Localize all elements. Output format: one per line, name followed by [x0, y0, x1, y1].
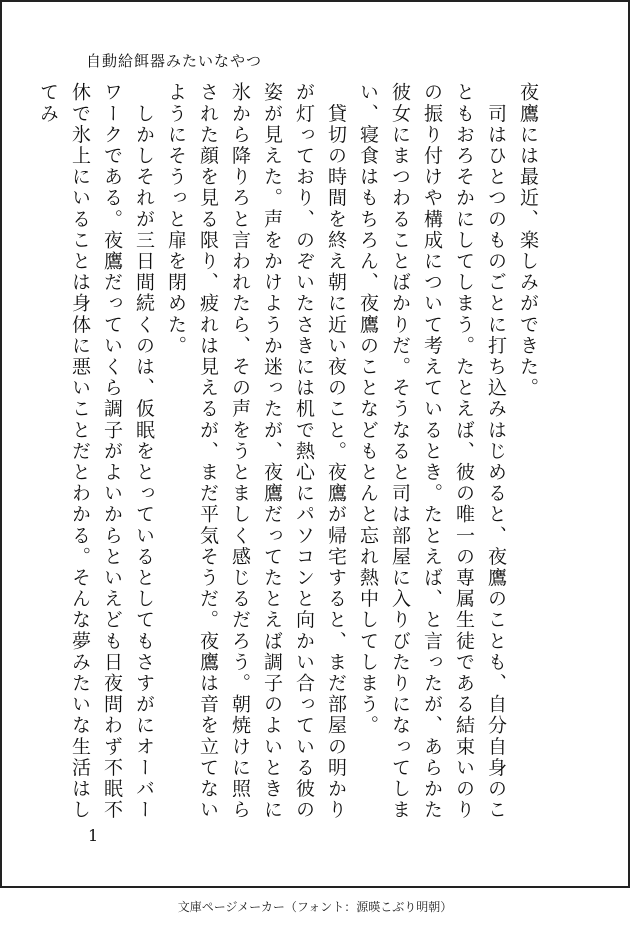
- footer-caption: 文庫ページメーカー（フォント：源暎こぶり明朝）: [177, 900, 453, 914]
- page-number: 1: [88, 826, 99, 845]
- paragraph-1: 夜鷹には最近、楽しみができた。: [517, 82, 539, 399]
- header-title: 自動給餌器みたいなやつ: [86, 52, 263, 70]
- paragraph-4: しかしそれが三日間続くのは、仮眠をとっているとしてもさすがにオーバーワークである。夜鷹だっていくら調子がよいからといえども日夜問わず不眠不休で氷上にいることは身体に悪いことだとわかる。そんな夢みたいな生活はしてみ: [37, 82, 155, 821]
- paragraph-2: 司はひとつのものごとに打ち込みはじめると、夜鷹のことも、自分自身のこともおろそかにしてしまう。たとえば、彼の唯一の専属生徒である結束いのりの振り付けや構成について考えているとき。たとえば、と言ったが、あらかた彼女にまつわることばかりだ。そうなると司は部屋に入りびたりになってしまい、寝食はもちろん、夜鷹のことなどもとんと忘れ熱中してしまう。: [357, 82, 507, 821]
- paragraph-3: 貸切の時間を終え朝に近い夜のこと。夜鷹が帰宅すると、まだ部屋の明かりが灯っており、のぞいたさきには机で熱心にパソコンと向かい合っている彼の姿が見えた。声をかけようか迷ったが、夜鷹だってたとえば調子のよいときに氷から降りろと言われたら、その声をうとましく感じるだろう。朝焼けに照らされた顔を見る限り、疲れは見えるが、まだ平気そうだ。夜鷹は音を立てないようにそうっと扉を閉めた。: [165, 82, 347, 821]
- body-text: [37, 82, 544, 822]
